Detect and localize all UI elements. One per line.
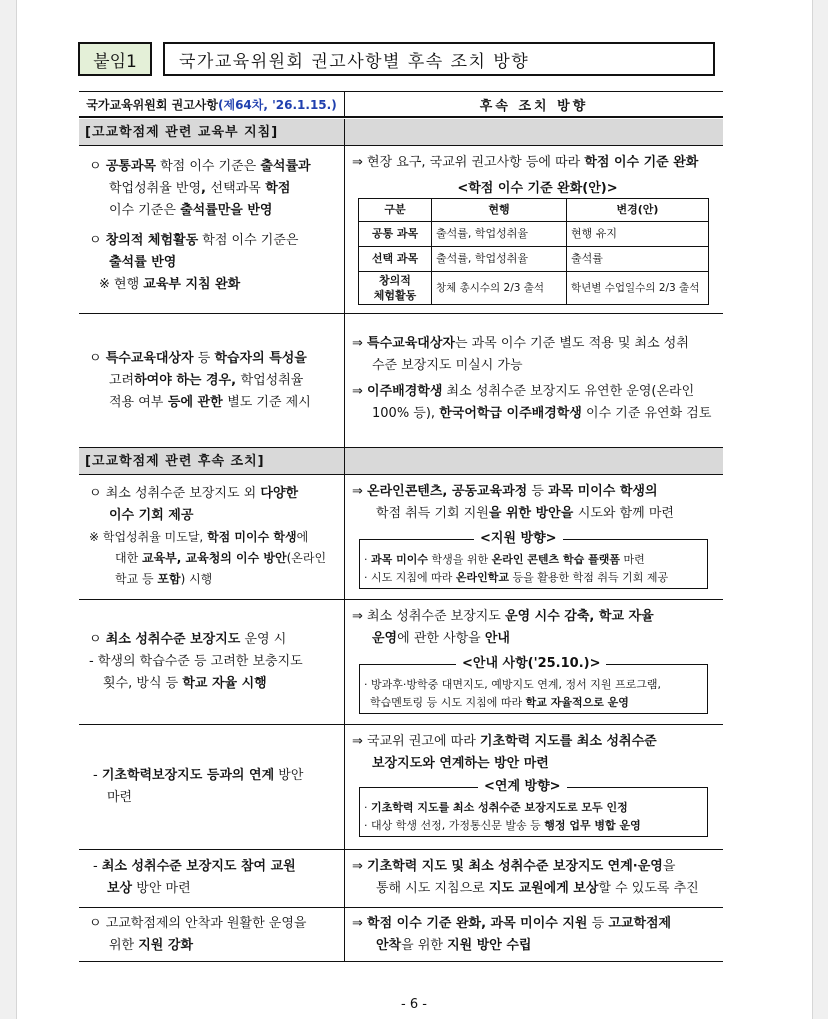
header-left-date: (제64차, '26.1.15.) bbox=[218, 97, 337, 112]
row-text bbox=[93, 878, 338, 900]
row-text bbox=[89, 274, 338, 296]
emphasis-text: 학점 bbox=[260, 181, 291, 196]
header-left-main: 국가교육위원회 권고사항 bbox=[86, 97, 218, 112]
row-text bbox=[89, 252, 338, 274]
plain-text: 대한 bbox=[115, 551, 142, 565]
emphasis-text: 기초학력 지도를 최소 성취수준 bbox=[479, 734, 657, 749]
row-text bbox=[364, 676, 661, 694]
emphasis-text: 학교 자율 시행 bbox=[182, 676, 267, 691]
emphasis-text: 지원 방안 수립 bbox=[447, 938, 532, 953]
plain-text: 마련 bbox=[107, 790, 133, 805]
plain-text: ㅇ bbox=[89, 159, 106, 174]
plain-text: ㅇ bbox=[89, 632, 106, 647]
row-text bbox=[352, 503, 723, 525]
plain-text: 을 위한 bbox=[401, 938, 448, 953]
row-text bbox=[89, 527, 338, 548]
table-row bbox=[79, 600, 723, 725]
plain-text: ⇒ 국교위 권고에 따라 bbox=[352, 734, 480, 749]
plain-text: 적용 여부 bbox=[109, 395, 164, 410]
criteria-subtitle: <학점 이수 기준 완화(안)> bbox=[457, 181, 618, 196]
plain-text: 이수 기준은 bbox=[109, 203, 181, 218]
criteria-row: 창의적 체험활동 창체 총시수의 2/3 출석 학년별 수업일수의 2/3 출석 bbox=[359, 272, 709, 305]
plain-text: 방안 bbox=[274, 768, 304, 783]
emphasis-text: 학점 이수 기준 완화, 과목 미이수 지원 bbox=[367, 916, 588, 931]
table-row bbox=[79, 850, 723, 908]
row-text bbox=[352, 481, 723, 503]
row-text bbox=[89, 935, 338, 957]
row-text bbox=[89, 629, 338, 651]
plain-text: 학업성취율 반영 bbox=[109, 181, 202, 196]
plain-text: ⇒ bbox=[352, 916, 368, 931]
plain-text: 을 bbox=[662, 859, 676, 874]
plain-text: ⇒ bbox=[352, 384, 368, 399]
plain-text: (온라인 bbox=[286, 551, 327, 565]
guidance-box bbox=[359, 656, 708, 714]
plain-text: 할 수 있도록 추진 bbox=[598, 881, 699, 896]
attachment-badge: 붙임1 bbox=[78, 42, 152, 76]
emphasis-text: 출석률만을 반영 bbox=[180, 203, 273, 218]
plain-text: 학업성취율 bbox=[240, 373, 304, 388]
emphasis-text: 지원 강화 bbox=[138, 938, 194, 953]
plain-text: 학습멘토링 등 시도 지침에 따라 bbox=[370, 696, 526, 709]
emphasis-text: 교육부, 교육청의 이수 방안 bbox=[142, 551, 287, 565]
linkage-box bbox=[359, 779, 708, 837]
emphasis-text: 등에 관한 bbox=[163, 395, 228, 410]
criteria-table-header: 구분 현행 변경(안) bbox=[359, 199, 709, 222]
row-text bbox=[352, 333, 723, 355]
emphasis-text: 지도 교원에게 보상 bbox=[488, 881, 599, 896]
box-title: <연계 방향> bbox=[478, 779, 567, 795]
section-title-row bbox=[79, 448, 723, 475]
table-row bbox=[79, 146, 723, 314]
emphasis-text: 다양한 bbox=[260, 486, 299, 501]
plain-text: 운영 시 bbox=[240, 632, 287, 647]
row-text bbox=[364, 817, 641, 835]
row-text bbox=[89, 913, 338, 935]
emphasis-text: 운영 시수 감축, 학교 자율 bbox=[505, 609, 654, 624]
emphasis-text: 안내 bbox=[484, 631, 510, 646]
row-text bbox=[352, 878, 723, 900]
table-row bbox=[79, 908, 723, 962]
emphasis-text: 학교 자율적으로 운영 bbox=[525, 696, 629, 709]
emphasis-text: 기초학력 지도 및 최소 성취수준 보장지도 연계·운영 bbox=[367, 859, 663, 874]
emphasis-text: 특수교육대상자 bbox=[105, 351, 194, 366]
row-text bbox=[89, 483, 338, 505]
document-title: 국가교육위원회 권고사항별 후속 조치 방향 bbox=[163, 42, 715, 76]
emphasis-text: 온라인콘텐츠, 공동교육과정 bbox=[367, 484, 528, 499]
emphasis-text: 보상 bbox=[107, 881, 133, 896]
row-text bbox=[89, 651, 338, 673]
emphasis-text: 온라인학교 bbox=[455, 571, 510, 584]
criteria-row: 공통 과목 출석률, 학업성취율 현행 유지 bbox=[359, 222, 709, 247]
plain-text: 등 bbox=[527, 484, 549, 499]
row-text bbox=[352, 403, 723, 425]
row-text bbox=[352, 628, 723, 650]
emphasis-text: 과목 미이수 학생의 bbox=[548, 484, 658, 499]
table-row bbox=[79, 725, 723, 850]
plain-text: - 학생의 학습수준 등 고려한 보충지도 bbox=[89, 654, 303, 669]
row-text bbox=[364, 551, 668, 569]
emphasis-text: 안착 bbox=[376, 938, 402, 953]
plain-text: 100% 등), bbox=[372, 406, 440, 421]
emphasis-text: 보장지도와 연계하는 방안 마련 bbox=[372, 756, 549, 771]
row-text bbox=[89, 548, 338, 569]
row-text bbox=[89, 673, 338, 695]
plain-text: 등 bbox=[193, 351, 215, 366]
row-text bbox=[352, 381, 723, 403]
row-text bbox=[89, 392, 338, 414]
table-header-row bbox=[79, 91, 723, 118]
row-text bbox=[364, 799, 641, 817]
emphasis-text: 이수 기회 제공 bbox=[109, 508, 194, 523]
plain-text: - bbox=[93, 768, 102, 783]
plain-text: 에 bbox=[296, 530, 309, 544]
row-text bbox=[89, 348, 338, 370]
plain-text: ㅇ bbox=[89, 233, 106, 248]
plain-text: ⇒ 최소 성취수준 보장지도 bbox=[352, 609, 506, 624]
plain-text: - bbox=[93, 859, 102, 874]
plain-text: 별도 기준 제시 bbox=[227, 395, 311, 410]
emphasis-text: 학점 이수 기준 완화 bbox=[584, 155, 699, 170]
plain-text: ㅇ bbox=[89, 351, 106, 366]
section-title-row bbox=[79, 119, 723, 146]
emphasis-text: 운영 bbox=[372, 631, 398, 646]
criteria-row: 선택 과목 출석률, 학업성취율 출석률 bbox=[359, 247, 709, 272]
plain-text: 학생을 위한 bbox=[427, 553, 492, 566]
plain-text: ※ 현행 bbox=[99, 277, 144, 292]
page-number: - 6 - bbox=[401, 997, 427, 1012]
row-text bbox=[364, 694, 661, 712]
emphasis-text: 하여야 하는 경우, bbox=[134, 373, 241, 388]
plain-text: 고려 bbox=[109, 373, 135, 388]
plain-text: 학점 이수 기준은 bbox=[198, 233, 299, 248]
plain-text: ㅇ 최소 성취수준 보장지도 외 bbox=[89, 486, 261, 501]
plain-text: 마련 bbox=[619, 553, 645, 566]
table-row bbox=[79, 314, 723, 448]
section-title: [고교학점제 관련 교육부 지침] bbox=[85, 125, 279, 140]
row-text bbox=[364, 569, 668, 587]
plain-text: · bbox=[364, 553, 371, 566]
plain-text: 방안 마련 bbox=[132, 881, 191, 896]
plain-text: 횟수, 방식 등 bbox=[103, 676, 183, 691]
plain-text: · bbox=[364, 801, 371, 814]
plain-text: 최소 성취수준 보장지도 유연한 운영(온라인 bbox=[442, 384, 695, 399]
row-text bbox=[93, 765, 338, 787]
emphasis-text: 온라인 콘텐츠 학습 플랫폼 bbox=[491, 553, 620, 566]
section-title: [고교학점제 관련 후속 조치] bbox=[85, 454, 265, 469]
emphasis-text: 고교학점제 bbox=[608, 916, 672, 931]
row-text bbox=[352, 913, 723, 935]
plain-text: 이수 기준 유연화 검토 bbox=[581, 406, 712, 421]
plain-text: · 방과후·방학중 대면지도, 예방지도 연계, 정서 지원 프로그램, bbox=[364, 678, 661, 691]
plain-text: ⇒ bbox=[352, 484, 368, 499]
box-title: <지원 방향> bbox=[474, 531, 563, 547]
row-text bbox=[352, 152, 723, 174]
plain-text: 선택과목 bbox=[210, 181, 261, 196]
plain-text: ⇒ bbox=[352, 336, 368, 351]
row-text bbox=[352, 753, 723, 775]
plain-text: 학점 이수 기준은 bbox=[155, 159, 261, 174]
plain-text: ⇒ bbox=[352, 859, 368, 874]
emphasis-text: 기초학력 지도를 최소 성취수준 보장지도로 모두 인정 bbox=[371, 801, 628, 814]
support-direction-box bbox=[359, 531, 708, 589]
plain-text: 시도와 함께 마련 bbox=[577, 506, 674, 521]
plain-text: 통해 시도 지침으로 bbox=[376, 881, 489, 896]
emphasis-text: 출석률과 bbox=[260, 159, 311, 174]
plain-text: ※ 학업성취율 미도달, bbox=[89, 530, 208, 544]
row-text bbox=[89, 230, 338, 252]
row-text bbox=[89, 505, 338, 527]
plain-text: ㅇ 고교학점제의 안착과 원활한 운영을 bbox=[89, 916, 307, 931]
emphasis-text: 학점 미이수 학생 bbox=[207, 530, 297, 544]
plain-text: · 대상 학생 선정, 가정통신문 발송 등 bbox=[364, 819, 545, 832]
row-text bbox=[352, 606, 723, 628]
row-text bbox=[352, 935, 723, 957]
plain-text: ⇒ 현장 요구, 국교위 권고사항 등에 따라 bbox=[352, 155, 585, 170]
row-text bbox=[93, 787, 338, 809]
row-text bbox=[93, 856, 338, 878]
row-text bbox=[89, 569, 338, 590]
row-text bbox=[89, 370, 338, 392]
emphasis-text: 공통과목 bbox=[105, 159, 156, 174]
row-text bbox=[352, 856, 723, 878]
emphasis-text: 창의적 체험활동 bbox=[105, 233, 199, 248]
row-text bbox=[89, 156, 338, 178]
plain-text: 위한 bbox=[109, 938, 139, 953]
emphasis-text: 과목 미이수 bbox=[371, 553, 428, 566]
emphasis-text: 학습자의 특성을 bbox=[214, 351, 307, 366]
plain-text: · 시도 지침에 따라 bbox=[364, 571, 456, 584]
plain-text: 등 bbox=[587, 916, 609, 931]
plain-text: 등을 활용한 학점 취득 기회 제공 bbox=[509, 571, 669, 584]
plain-text: 학점 취득 기회 지원 bbox=[376, 506, 489, 521]
plain-text: ) 시행 bbox=[180, 572, 213, 586]
criteria-table bbox=[358, 198, 709, 305]
emphasis-text: 행정 업무 병합 운영 bbox=[544, 819, 641, 832]
emphasis-text: 출석률 반영 bbox=[109, 255, 177, 270]
plain-text: 학교 등 bbox=[115, 572, 158, 586]
emphasis-text: 이주배경학생 bbox=[367, 384, 443, 399]
emphasis-text: 최소 성취수준 보장지도 참여 교원 bbox=[101, 859, 296, 874]
emphasis-text: 교육부 지침 완화 bbox=[143, 277, 241, 292]
emphasis-text: 한국어학급 이주배경학생 bbox=[439, 406, 582, 421]
row-text bbox=[89, 178, 338, 200]
plain-text: 에 관한 사항을 bbox=[397, 631, 485, 646]
emphasis-text: 포함 bbox=[157, 572, 181, 586]
emphasis-text: 기초학력보장지도 등과의 연계 bbox=[101, 768, 275, 783]
header-right: 후속 조치 방향 bbox=[344, 92, 723, 116]
row-text bbox=[89, 200, 338, 222]
emphasis-text: 최소 성취수준 보장지도 bbox=[105, 632, 241, 647]
table-row bbox=[79, 475, 723, 600]
plain-text: 는 과목 이수 기준 별도 적용 및 최소 성취 bbox=[454, 336, 689, 351]
emphasis-text: , bbox=[201, 181, 211, 196]
emphasis-text: 특수교육대상자 bbox=[367, 336, 455, 351]
emphasis-text: 을 위한 방안을 bbox=[488, 506, 578, 521]
box-title: <안내 사항('25.10.)> bbox=[456, 656, 606, 672]
row-text: 수준 보장지도 미실시 가능 bbox=[372, 358, 523, 373]
row-text bbox=[352, 731, 723, 753]
